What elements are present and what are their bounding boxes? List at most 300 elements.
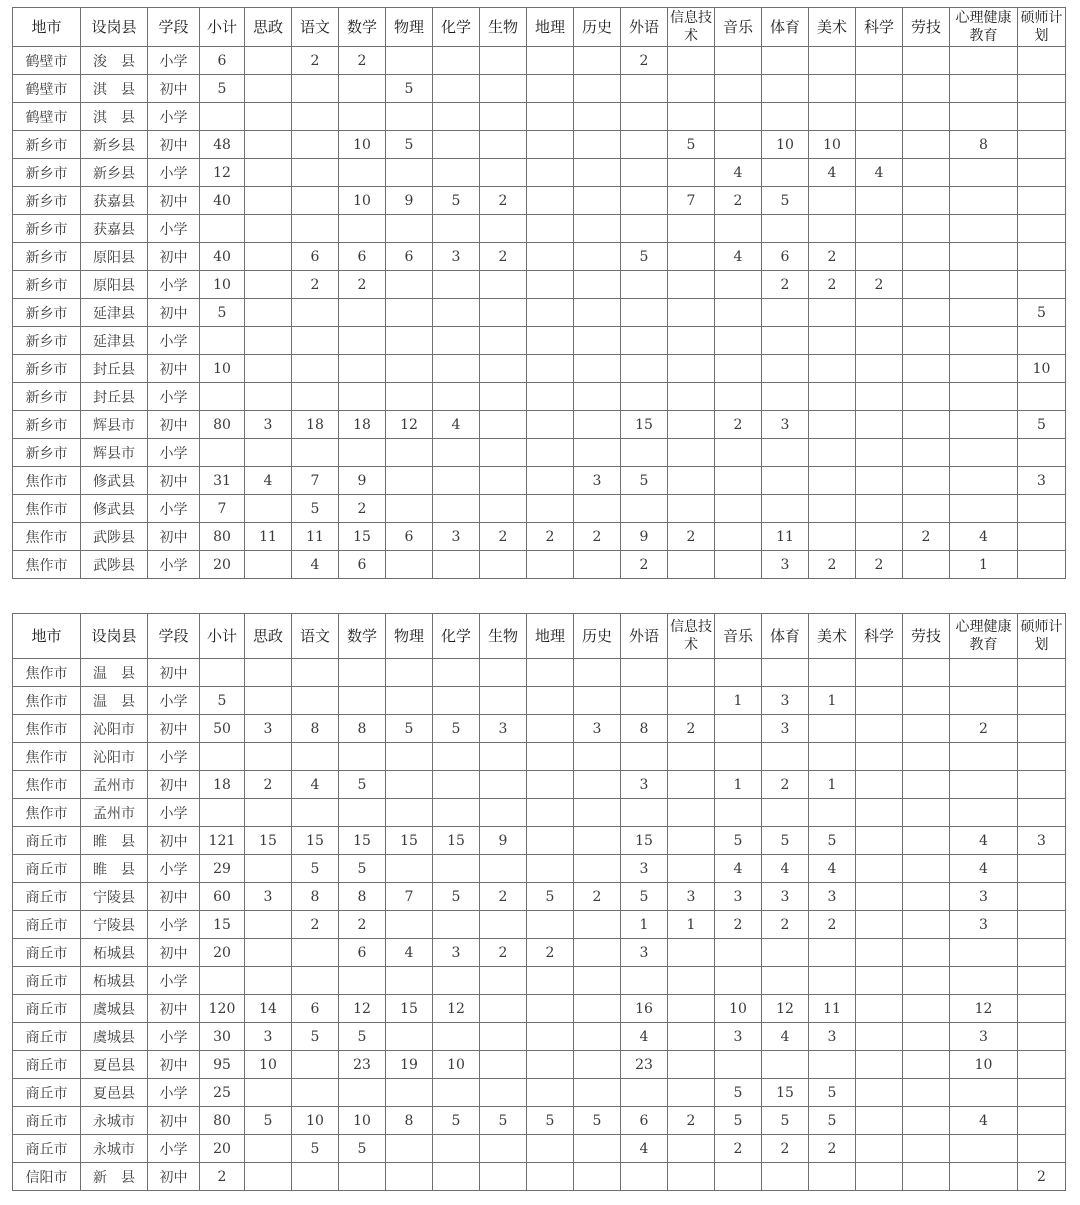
table-cell bbox=[433, 687, 480, 715]
table-cell bbox=[574, 939, 621, 967]
table-cell: 7 bbox=[386, 883, 433, 911]
table-cell: 小学 bbox=[148, 495, 200, 523]
column-header: 化学 bbox=[433, 8, 480, 47]
column-header: 心理健康教育 bbox=[950, 614, 1018, 659]
table-cell bbox=[809, 1163, 856, 1191]
column-header: 劳技 bbox=[903, 8, 950, 47]
table-cell bbox=[339, 659, 386, 687]
table-cell: 3 bbox=[950, 1023, 1018, 1051]
table-cell: 初中 bbox=[148, 995, 200, 1023]
table-cell bbox=[433, 75, 480, 103]
table-cell bbox=[386, 911, 433, 939]
table-cell bbox=[339, 687, 386, 715]
table-cell: 30 bbox=[200, 1023, 245, 1051]
table-cell: 29 bbox=[200, 855, 245, 883]
table-cell: 初中 bbox=[148, 523, 200, 551]
table-cell bbox=[903, 743, 950, 771]
table-cell bbox=[480, 743, 527, 771]
column-header: 小计 bbox=[200, 614, 245, 659]
table-cell: 柘城县 bbox=[81, 967, 148, 995]
table-cell: 永城市 bbox=[81, 1135, 148, 1163]
table-cell bbox=[245, 131, 292, 159]
column-header: 思政 bbox=[245, 614, 292, 659]
table-cell bbox=[903, 271, 950, 299]
table-cell bbox=[480, 1051, 527, 1079]
table-cell bbox=[527, 187, 574, 215]
table-cell bbox=[668, 383, 715, 411]
table-cell: 3 bbox=[762, 411, 809, 439]
table-cell bbox=[433, 47, 480, 75]
table-cell bbox=[621, 75, 668, 103]
table-cell bbox=[950, 1163, 1018, 1191]
table-cell: 4 bbox=[856, 159, 903, 187]
table-cell bbox=[809, 743, 856, 771]
table-cell bbox=[1018, 551, 1066, 579]
table-cell bbox=[480, 299, 527, 327]
table-cell bbox=[809, 1051, 856, 1079]
column-header: 劳技 bbox=[903, 614, 950, 659]
table-cell bbox=[856, 187, 903, 215]
table-cell: 初中 bbox=[148, 299, 200, 327]
table-cell bbox=[668, 939, 715, 967]
table-cell bbox=[1018, 855, 1066, 883]
table-cell bbox=[1018, 687, 1066, 715]
table-cell bbox=[809, 715, 856, 743]
table-cell bbox=[621, 299, 668, 327]
table-cell bbox=[339, 299, 386, 327]
table-cell: 新乡市 bbox=[13, 439, 81, 467]
table-cell bbox=[621, 659, 668, 687]
table-row bbox=[13, 103, 1066, 131]
table-cell: 6 bbox=[200, 47, 245, 75]
table-cell: 宁陵县 bbox=[81, 911, 148, 939]
table-cell bbox=[527, 75, 574, 103]
table-cell: 5 bbox=[762, 827, 809, 855]
table-cell: 10 bbox=[433, 1051, 480, 1079]
table-cell bbox=[339, 439, 386, 467]
table-cell bbox=[809, 215, 856, 243]
table-cell bbox=[386, 771, 433, 799]
table-cell bbox=[1018, 523, 1066, 551]
table-cell: 2 bbox=[292, 271, 339, 299]
table-cell bbox=[480, 855, 527, 883]
table-cell: 4 bbox=[762, 1023, 809, 1051]
table-cell bbox=[903, 1163, 950, 1191]
table-cell bbox=[856, 327, 903, 355]
table-cell bbox=[433, 439, 480, 467]
table-cell: 8 bbox=[386, 1107, 433, 1135]
table-cell bbox=[527, 271, 574, 299]
table-cell: 虞城县 bbox=[81, 1023, 148, 1051]
table-cell: 商丘市 bbox=[13, 855, 81, 883]
table-cell bbox=[856, 771, 903, 799]
table-cell bbox=[715, 967, 762, 995]
table-cell: 初中 bbox=[148, 75, 200, 103]
table-cell: 5 bbox=[200, 687, 245, 715]
table-cell bbox=[715, 355, 762, 383]
table-cell bbox=[433, 743, 480, 771]
table-cell bbox=[339, 159, 386, 187]
table-cell bbox=[527, 715, 574, 743]
table-cell: 8 bbox=[292, 715, 339, 743]
table-cell bbox=[433, 771, 480, 799]
table-row bbox=[13, 1107, 1066, 1135]
table-cell: 10 bbox=[339, 1107, 386, 1135]
table-cell: 2 bbox=[809, 551, 856, 579]
table-cell bbox=[433, 967, 480, 995]
table-cell: 获嘉县 bbox=[81, 215, 148, 243]
table-cell bbox=[480, 1135, 527, 1163]
table-cell bbox=[292, 687, 339, 715]
table-cell bbox=[621, 743, 668, 771]
table-cell bbox=[903, 103, 950, 131]
table-row bbox=[13, 271, 1066, 299]
table-cell: 获嘉县 bbox=[81, 187, 148, 215]
table-cell bbox=[292, 75, 339, 103]
table-cell bbox=[809, 523, 856, 551]
table-cell: 15 bbox=[200, 911, 245, 939]
table-cell: 新乡市 bbox=[13, 243, 81, 271]
table-cell bbox=[715, 327, 762, 355]
table-cell: 20 bbox=[200, 939, 245, 967]
table-cell bbox=[1018, 187, 1066, 215]
table-cell bbox=[621, 967, 668, 995]
table-cell: 5 bbox=[809, 1079, 856, 1107]
table-cell bbox=[292, 743, 339, 771]
table-cell: 3 bbox=[245, 883, 292, 911]
table-cell: 初中 bbox=[148, 243, 200, 271]
table-cell bbox=[292, 799, 339, 827]
table-cell bbox=[339, 215, 386, 243]
table-cell bbox=[386, 271, 433, 299]
table-cell: 初中 bbox=[148, 187, 200, 215]
table-cell: 5 bbox=[527, 883, 574, 911]
table-cell bbox=[1018, 1079, 1066, 1107]
table-cell: 孟州市 bbox=[81, 771, 148, 799]
table-cell: 4 bbox=[950, 523, 1018, 551]
table-cell: 15 bbox=[433, 827, 480, 855]
table-cell bbox=[245, 911, 292, 939]
table-cell: 5 bbox=[386, 131, 433, 159]
table-cell bbox=[292, 159, 339, 187]
table-cell bbox=[762, 939, 809, 967]
table-cell: 新乡市 bbox=[13, 383, 81, 411]
column-header: 历史 bbox=[574, 8, 621, 47]
table-cell: 6 bbox=[621, 1107, 668, 1135]
table-cell: 12 bbox=[200, 159, 245, 187]
table-cell bbox=[668, 1163, 715, 1191]
table-cell: 2 bbox=[339, 47, 386, 75]
table-cell: 2 bbox=[480, 523, 527, 551]
table-cell bbox=[668, 159, 715, 187]
table-cell: 4 bbox=[292, 551, 339, 579]
table-cell bbox=[339, 1079, 386, 1107]
table-cell bbox=[527, 495, 574, 523]
table-cell: 小学 bbox=[148, 271, 200, 299]
table-cell bbox=[903, 883, 950, 911]
table-cell bbox=[386, 967, 433, 995]
table-cell bbox=[574, 355, 621, 383]
table-cell bbox=[527, 743, 574, 771]
table-cell bbox=[856, 1079, 903, 1107]
table-cell: 6 bbox=[292, 995, 339, 1023]
column-header: 体育 bbox=[762, 614, 809, 659]
table-cell bbox=[386, 1023, 433, 1051]
table-cell bbox=[480, 687, 527, 715]
table-cell bbox=[950, 299, 1018, 327]
table-cell bbox=[386, 551, 433, 579]
table-cell bbox=[621, 355, 668, 383]
table-cell: 新乡市 bbox=[13, 159, 81, 187]
table-cell bbox=[1018, 271, 1066, 299]
table-cell: 15 bbox=[762, 1079, 809, 1107]
table-cell bbox=[527, 967, 574, 995]
table-cell bbox=[762, 799, 809, 827]
table-cell bbox=[200, 659, 245, 687]
table-cell bbox=[809, 439, 856, 467]
table-cell bbox=[668, 799, 715, 827]
table-cell bbox=[668, 1079, 715, 1107]
table-cell bbox=[950, 743, 1018, 771]
table-cell: 80 bbox=[200, 411, 245, 439]
table-cell bbox=[856, 1023, 903, 1051]
table-cell bbox=[245, 327, 292, 355]
table-cell: 5 bbox=[433, 187, 480, 215]
table-cell bbox=[903, 383, 950, 411]
table-cell bbox=[433, 131, 480, 159]
table-cell: 焦作市 bbox=[13, 467, 81, 495]
table-cell: 原阳县 bbox=[81, 243, 148, 271]
table-cell: 初中 bbox=[148, 771, 200, 799]
table-cell bbox=[950, 495, 1018, 523]
table-cell: 初中 bbox=[148, 1163, 200, 1191]
table-cell bbox=[574, 551, 621, 579]
table-cell bbox=[950, 159, 1018, 187]
table-cell bbox=[245, 299, 292, 327]
table-cell bbox=[245, 939, 292, 967]
table-cell bbox=[903, 47, 950, 75]
table-cell bbox=[621, 131, 668, 159]
table-cell bbox=[809, 939, 856, 967]
table-cell: 3 bbox=[245, 715, 292, 743]
table-cell bbox=[809, 467, 856, 495]
table-cell: 3 bbox=[245, 1023, 292, 1051]
table-cell bbox=[245, 495, 292, 523]
table-cell bbox=[856, 1051, 903, 1079]
table-cell bbox=[762, 495, 809, 523]
column-header: 数学 bbox=[339, 8, 386, 47]
table-cell bbox=[856, 1107, 903, 1135]
table-cell bbox=[715, 103, 762, 131]
table-cell: 2 bbox=[574, 523, 621, 551]
table-cell bbox=[433, 855, 480, 883]
table-cell bbox=[433, 103, 480, 131]
table-cell: 小学 bbox=[148, 383, 200, 411]
table-cell: 鹤壁市 bbox=[13, 75, 81, 103]
table-cell bbox=[668, 687, 715, 715]
table-cell: 商丘市 bbox=[13, 1023, 81, 1051]
table-cell bbox=[292, 1051, 339, 1079]
table-cell: 6 bbox=[339, 551, 386, 579]
table-cell bbox=[574, 1023, 621, 1051]
table-cell bbox=[762, 467, 809, 495]
table-cell bbox=[433, 327, 480, 355]
table-cell bbox=[245, 687, 292, 715]
table-cell bbox=[668, 327, 715, 355]
table-cell bbox=[574, 743, 621, 771]
teacher-quota-table-1 bbox=[12, 7, 1066, 579]
table-cell bbox=[574, 1079, 621, 1107]
table-cell bbox=[809, 187, 856, 215]
table-cell bbox=[715, 495, 762, 523]
column-header: 生物 bbox=[480, 614, 527, 659]
table-cell: 18 bbox=[292, 411, 339, 439]
table-row bbox=[13, 1079, 1066, 1107]
table-cell bbox=[856, 355, 903, 383]
column-header: 小计 bbox=[200, 8, 245, 47]
table-row bbox=[13, 439, 1066, 467]
table-cell: 8 bbox=[339, 883, 386, 911]
table-cell: 5 bbox=[621, 883, 668, 911]
table-cell: 温 县 bbox=[81, 659, 148, 687]
table-cell: 商丘市 bbox=[13, 827, 81, 855]
table-cell: 31 bbox=[200, 467, 245, 495]
table-cell: 10 bbox=[339, 187, 386, 215]
table-cell bbox=[386, 1135, 433, 1163]
table-cell bbox=[809, 383, 856, 411]
table-cell bbox=[903, 75, 950, 103]
table-cell bbox=[903, 131, 950, 159]
table-cell: 12 bbox=[386, 411, 433, 439]
table-cell: 2 bbox=[292, 911, 339, 939]
table-cell: 60 bbox=[200, 883, 245, 911]
table-cell: 3 bbox=[480, 715, 527, 743]
table-cell: 浚 县 bbox=[81, 47, 148, 75]
table-cell bbox=[433, 1163, 480, 1191]
table-cell bbox=[950, 939, 1018, 967]
table-cell bbox=[480, 47, 527, 75]
table-cell bbox=[480, 1023, 527, 1051]
table-cell bbox=[339, 383, 386, 411]
table-row bbox=[13, 1163, 1066, 1191]
table-cell: 小学 bbox=[148, 687, 200, 715]
table-cell: 焦作市 bbox=[13, 495, 81, 523]
table-row bbox=[13, 883, 1066, 911]
table-cell: 小学 bbox=[148, 159, 200, 187]
table-cell bbox=[950, 47, 1018, 75]
table-cell bbox=[715, 715, 762, 743]
table-cell: 20 bbox=[200, 551, 245, 579]
table-cell bbox=[856, 659, 903, 687]
table-cell: 延津县 bbox=[81, 299, 148, 327]
table-cell bbox=[668, 103, 715, 131]
table-cell bbox=[527, 659, 574, 687]
table-cell bbox=[292, 659, 339, 687]
table-cell bbox=[903, 995, 950, 1023]
table-cell: 辉县市 bbox=[81, 439, 148, 467]
table-cell bbox=[292, 327, 339, 355]
table-cell bbox=[950, 771, 1018, 799]
table-cell bbox=[903, 855, 950, 883]
table-cell bbox=[715, 799, 762, 827]
table-cell bbox=[574, 1135, 621, 1163]
table-cell: 2 bbox=[903, 523, 950, 551]
table-cell: 初中 bbox=[148, 1107, 200, 1135]
table-cell: 2 bbox=[715, 911, 762, 939]
table-cell: 2 bbox=[527, 523, 574, 551]
table-cell: 夏邑县 bbox=[81, 1051, 148, 1079]
table-cell bbox=[245, 159, 292, 187]
table-cell: 3 bbox=[762, 883, 809, 911]
table-cell bbox=[1018, 995, 1066, 1023]
table-cell bbox=[574, 911, 621, 939]
table-cell bbox=[527, 855, 574, 883]
table-cell bbox=[433, 467, 480, 495]
table-row bbox=[13, 75, 1066, 103]
table-cell bbox=[527, 383, 574, 411]
table-cell bbox=[386, 327, 433, 355]
table-cell bbox=[1018, 799, 1066, 827]
header-row bbox=[13, 8, 1066, 47]
table-cell bbox=[292, 299, 339, 327]
table-cell bbox=[574, 411, 621, 439]
table-cell bbox=[386, 1163, 433, 1191]
table-cell bbox=[574, 187, 621, 215]
table-cell bbox=[527, 131, 574, 159]
table-cell bbox=[245, 243, 292, 271]
table-cell: 2 bbox=[809, 911, 856, 939]
table-cell: 10 bbox=[339, 131, 386, 159]
table-cell: 初中 bbox=[148, 659, 200, 687]
table-cell bbox=[200, 743, 245, 771]
table-cell bbox=[574, 659, 621, 687]
table-cell: 小学 bbox=[148, 439, 200, 467]
table-cell bbox=[245, 1135, 292, 1163]
table-cell: 小学 bbox=[148, 743, 200, 771]
table-row bbox=[13, 327, 1066, 355]
table-cell bbox=[903, 215, 950, 243]
table-cell: 新乡市 bbox=[13, 187, 81, 215]
column-header: 物理 bbox=[386, 8, 433, 47]
table-cell: 15 bbox=[621, 411, 668, 439]
table-cell: 3 bbox=[245, 411, 292, 439]
table-cell: 48 bbox=[200, 131, 245, 159]
table-cell bbox=[433, 1079, 480, 1107]
table-cell: 初中 bbox=[148, 827, 200, 855]
table-cell: 2 bbox=[762, 911, 809, 939]
table-cell bbox=[574, 967, 621, 995]
table-cell: 3 bbox=[1018, 827, 1066, 855]
table-cell bbox=[386, 495, 433, 523]
table-cell: 商丘市 bbox=[13, 911, 81, 939]
table-row bbox=[13, 771, 1066, 799]
table-cell: 4 bbox=[715, 159, 762, 187]
table-cell: 初中 bbox=[148, 715, 200, 743]
table-cell bbox=[527, 299, 574, 327]
table-cell: 2 bbox=[668, 1107, 715, 1135]
table-cell bbox=[527, 1051, 574, 1079]
column-header: 硕师计划 bbox=[1018, 614, 1066, 659]
table-row bbox=[13, 687, 1066, 715]
table-cell bbox=[1018, 1107, 1066, 1135]
table-cell bbox=[621, 187, 668, 215]
table-cell bbox=[668, 243, 715, 271]
table-cell bbox=[668, 1135, 715, 1163]
table-cell: 5 bbox=[668, 131, 715, 159]
table-row bbox=[13, 855, 1066, 883]
table-cell bbox=[386, 687, 433, 715]
table-cell: 15 bbox=[386, 995, 433, 1023]
